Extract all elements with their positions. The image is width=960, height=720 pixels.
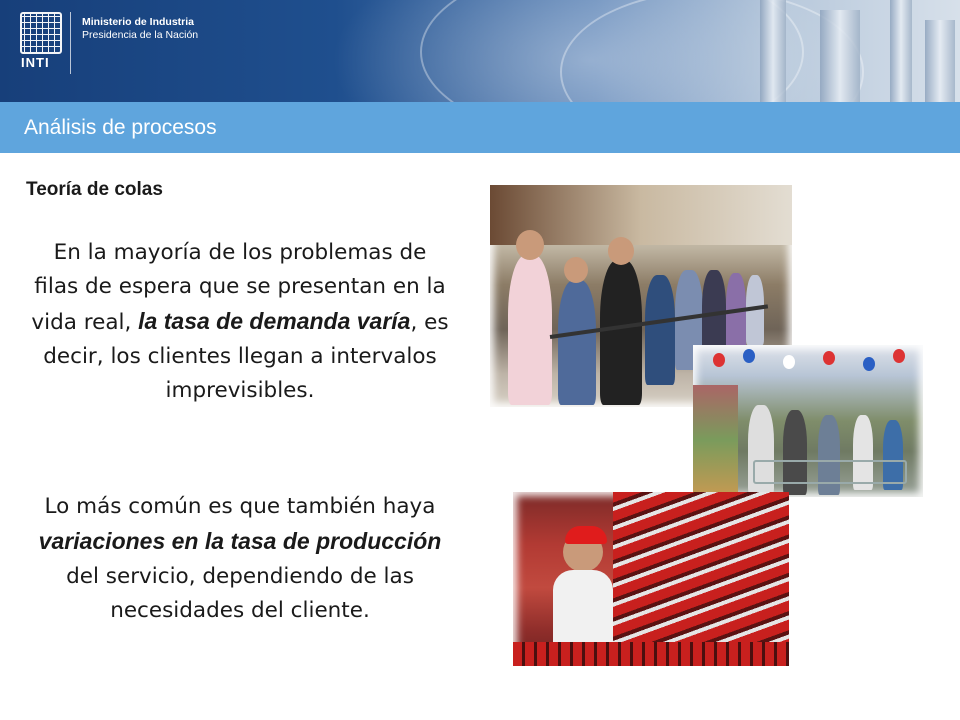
- balloon: [893, 349, 905, 363]
- person-head: [516, 230, 544, 260]
- section-bar: [0, 102, 960, 153]
- ministry-line-2: Presidencia de la Nación: [82, 29, 199, 41]
- person-figure: [645, 275, 675, 385]
- inti-logo-icon: [20, 12, 62, 54]
- bottle-rows: [613, 492, 789, 666]
- banner-pipe: [760, 0, 786, 102]
- person-head: [608, 237, 634, 265]
- balloon: [713, 353, 725, 367]
- paragraph-production-emphasis: variaciones en la tasa de producción: [38, 528, 442, 554]
- person-figure: [558, 280, 596, 405]
- produce-display: [693, 385, 738, 495]
- slide-subtitle: Teoría de colas: [26, 179, 163, 200]
- paragraph-production-text-end: del servicio, dependiendo de las necesidades del cliente.: [66, 564, 414, 623]
- banner-pipe: [925, 20, 955, 102]
- worker-cap: [565, 526, 607, 544]
- ministry-label: [82, 16, 198, 42]
- shopping-cart: [753, 460, 907, 484]
- bottle-row-front: [513, 642, 789, 666]
- worker-uniform: [553, 570, 613, 650]
- banner-pipe: [890, 0, 912, 102]
- paragraph-demand-text-end: , es decir, los clientes llegan a intervalos imprevisibles.: [43, 310, 449, 403]
- logo-divider: [70, 12, 71, 74]
- paragraph-demand: [30, 236, 450, 408]
- paragraph-production-text: Lo más común es que también haya: [44, 494, 436, 519]
- paragraph-production: [30, 490, 450, 628]
- balloon: [743, 349, 755, 363]
- balloon: [863, 357, 875, 371]
- banner-arc: [560, 0, 864, 102]
- balloon: [823, 351, 835, 365]
- balloon: [783, 355, 795, 369]
- person-figure: [508, 255, 552, 405]
- person-head: [564, 257, 588, 283]
- paragraph-demand-emphasis: la tasa de demanda varía: [138, 308, 411, 334]
- store-sign-shape: [495, 193, 605, 233]
- logo-text: INTI: [21, 55, 50, 70]
- section-title: Análisis de procesos: [24, 116, 217, 139]
- ministry-line-1: Ministerio de Industria: [82, 16, 195, 28]
- banner-pipe: [820, 10, 860, 102]
- paragraph-demand-text: En la mayoría de los problemas de filas de espera que se presentan en la vida real,: [31, 240, 446, 335]
- header-banner: [0, 0, 960, 102]
- bottling-photo: [513, 492, 789, 666]
- supermarket-photo: [693, 345, 923, 497]
- person-figure: [600, 260, 642, 405]
